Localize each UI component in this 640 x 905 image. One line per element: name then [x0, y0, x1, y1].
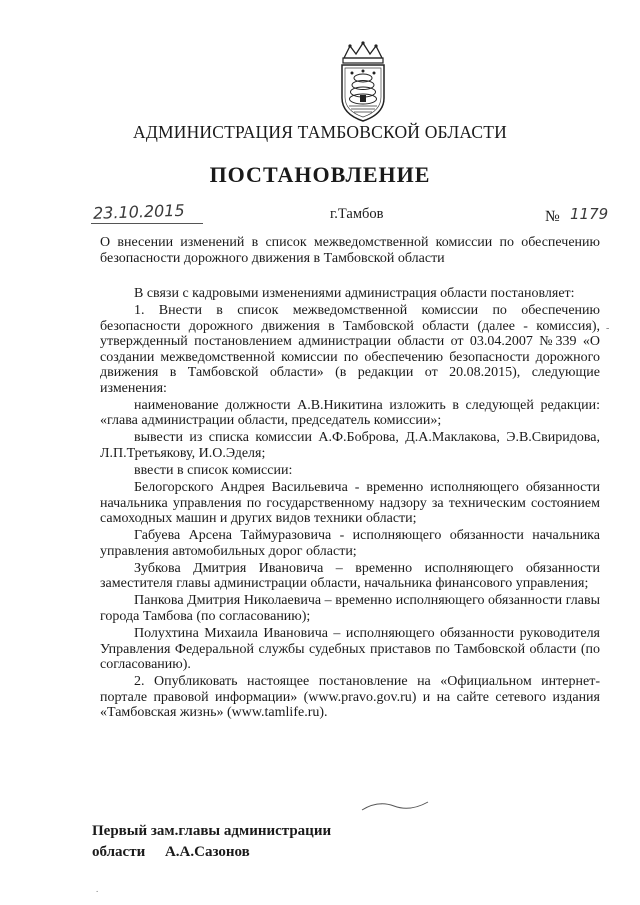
- coat-of-arms-icon: [330, 40, 396, 124]
- scan-dot: .: [96, 884, 99, 894]
- document-city: г.Тамбов: [330, 206, 384, 222]
- signatory-position-line2: [92, 842, 331, 863]
- body-paragraph: В связи с кадровыми изменениями администрация области постановляет:: [134, 286, 575, 301]
- body-paragraph: 1. Внести в список межведомственной комиссии по обеспечению безопасности дорожного движения в Тамбовской области (далее - комиссия), утвержденный постановлением администрации области от 03.04.2007 №339 «О создании межведомственной комиссии по обеспечению безопасности дорожного движения в Тамбовской области» (в редакции от 20.08.2015), следующие изменения:: [100, 303, 600, 396]
- document-body: [100, 286, 600, 722]
- document-type-title: ПОСТАНОВЛЕНИЕ: [209, 162, 431, 187]
- handwritten-mark: [360, 796, 430, 814]
- body-paragraph: вывести из списка комиссии А.Ф.Боброва, Д.А.Маклакова, Э.В.Свиридова, Л.П.Третьякову, И.О.Эделя;: [100, 430, 600, 461]
- document-number: 1179: [570, 205, 609, 223]
- body-paragraph: Полухтина Михаила Ивановича – исполняющего обязанности руководителя Управления Федеральной службы судебных приставов по Тамбовской области (по согласованию).: [100, 625, 600, 673]
- signatory-position-area: области: [92, 844, 146, 860]
- scan-mark: -: [606, 323, 610, 334]
- body-paragraph: ввести в список комиссии:: [134, 463, 293, 479]
- document-number-label: №: [545, 208, 560, 225]
- signatory-name: А.А.Сазонов: [164, 844, 250, 860]
- body-paragraph: Зубкова Дмитрия Ивановича – временно исполняющего обязанности заместителя главы администрации области, начальника финансового управления;: [100, 560, 600, 592]
- document-subject: О внесении изменений в список межведомственной комиссии по обеспечению безопасности дорожного движения в Тамбовской области: [100, 235, 600, 266]
- signatory-position: Первый зам.главы администрации: [92, 823, 332, 839]
- date-underline: [91, 223, 203, 224]
- signature-block: [92, 821, 331, 863]
- body-paragraph: 2. Опубликовать настоящее постановление на «Официальном интернет-портале правовой информации» (www.pravo.gov.ru) и на сайте сетевого издания «Тамбовская жизнь» (www.tamlife.ru).: [100, 674, 600, 721]
- administration-name: АДМИНИСТРАЦИЯ ТАМБОВСКОЙ ОБЛАСТИ: [133, 122, 507, 142]
- document-date: 23.10.2015: [92, 200, 185, 223]
- body-paragraph: наименование должности А.В.Никитина изложить в следующей редакции: «глава администрации области, председатель комиссии»;: [100, 397, 600, 429]
- body-paragraph: Белогорского Андрея Васильевича - временно исполняющего обязанности начальника управления по государственному надзору за техническим состоянием самоходных машин и других видов техники области;: [100, 480, 600, 527]
- body-paragraph: Габуева Арсена Таймуразовича - исполняющего обязанности начальника управления автомобильных дорог области;: [100, 528, 600, 559]
- body-paragraph: Панкова Дмитрия Николаевича – временно исполняющего обязанности главы города Тамбова (по согласованию);: [100, 593, 600, 624]
